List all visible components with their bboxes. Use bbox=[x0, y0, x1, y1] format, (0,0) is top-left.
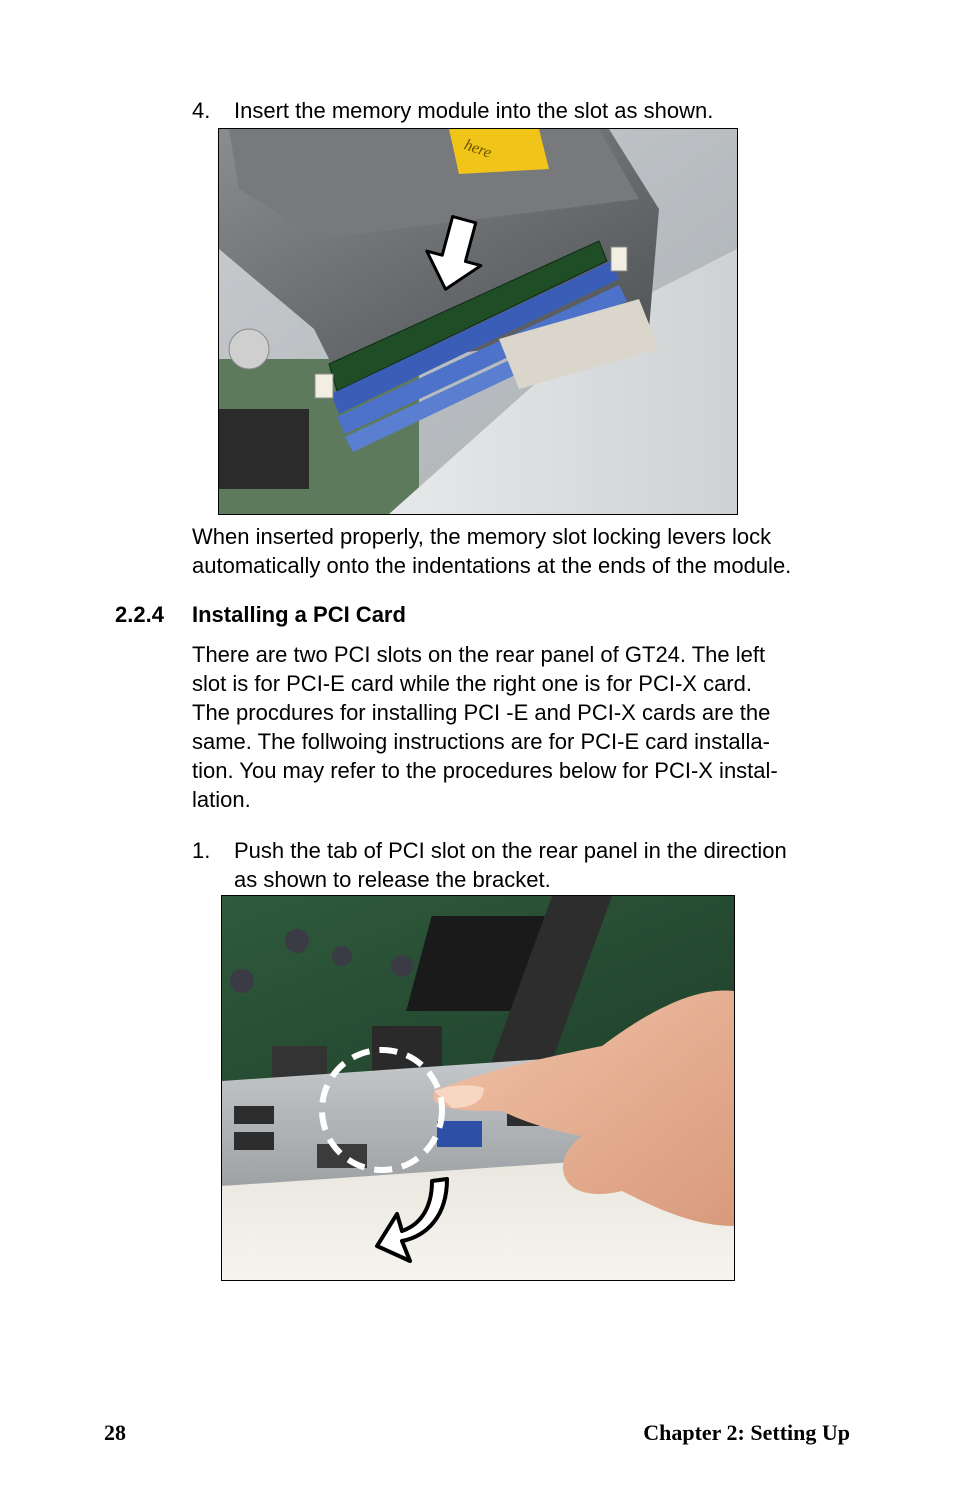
intro-line: same. The follwoing instructions are for PCI-E card installa- bbox=[192, 729, 770, 754]
usb-port bbox=[234, 1132, 274, 1150]
slot-lever-left bbox=[315, 374, 333, 398]
note-line: When inserted properly, the memory slot locking levers lock bbox=[192, 524, 772, 549]
insertion-note bbox=[192, 522, 791, 580]
capacitor bbox=[391, 955, 413, 977]
capacitor bbox=[332, 946, 352, 966]
intro-line: lation. bbox=[192, 787, 251, 812]
cover-label: here bbox=[461, 136, 494, 162]
intro-line: The procdures for installing PCI -E and PCI-X cards are the bbox=[192, 700, 771, 725]
section-number: 2.2.4 bbox=[115, 602, 164, 627]
step-line: Push the tab of PCI slot on the rear panel in the direction bbox=[234, 838, 787, 863]
intro-line: slot is for PCI-E card while the right one is for PCI-X card. bbox=[192, 671, 752, 696]
usb-port bbox=[234, 1106, 274, 1124]
page-number: 28 bbox=[104, 1420, 126, 1445]
chapter-title: Chapter 2: Setting Up bbox=[643, 1420, 850, 1445]
pci-tab-photo bbox=[221, 895, 735, 1281]
memory-module-photo bbox=[218, 128, 738, 515]
capacitor bbox=[285, 929, 309, 953]
section-title: Installing a PCI Card bbox=[192, 602, 406, 627]
step-4 bbox=[192, 96, 892, 125]
step-line: as shown to release the bracket. bbox=[234, 867, 551, 892]
intro-line: There are two PCI slots on the rear panel of GT24. The left bbox=[192, 642, 766, 667]
slot-lever-right bbox=[611, 247, 627, 271]
step-text: Insert the memory module into the slot as shown. bbox=[234, 98, 714, 123]
step-number: 1. bbox=[192, 838, 211, 863]
vga-port bbox=[437, 1121, 482, 1147]
intro-line: tion. You may refer to the procedures below for PCI-X instal- bbox=[192, 758, 778, 783]
step-1 bbox=[192, 836, 892, 894]
note-line: automatically onto the indentations at the ends of the module. bbox=[192, 553, 792, 578]
battery bbox=[229, 329, 269, 369]
step-number: 4. bbox=[192, 98, 211, 123]
intro-paragraph bbox=[192, 640, 778, 814]
capacitor bbox=[230, 969, 254, 993]
heatsink bbox=[219, 409, 309, 489]
